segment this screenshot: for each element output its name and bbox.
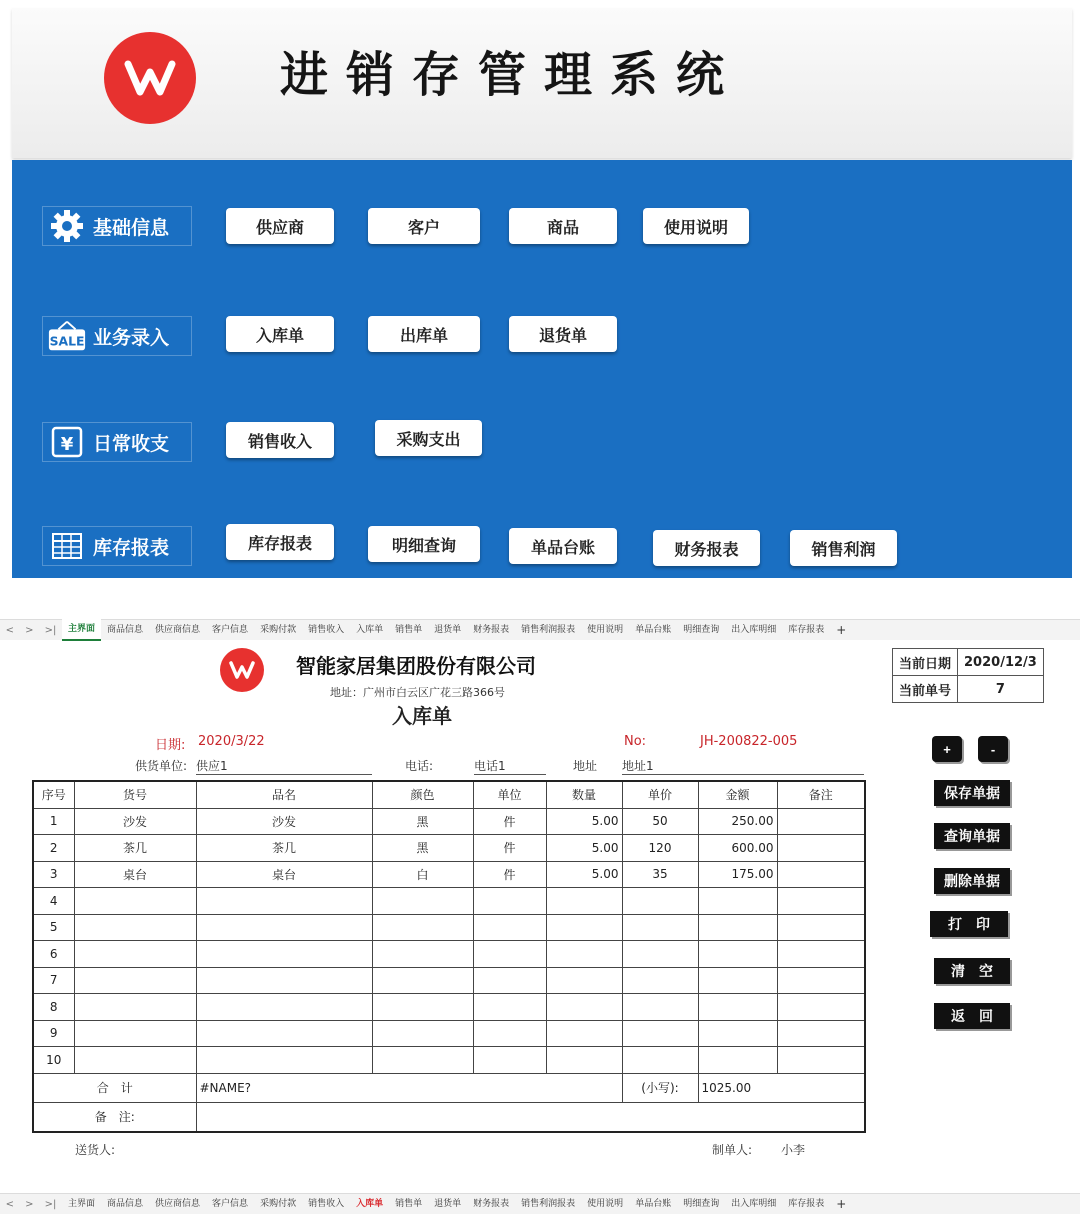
sheet-tab[interactable]: 销售单 — [395, 1199, 423, 1209]
save-document-button[interactable]: 保存单据 — [934, 780, 1010, 806]
sheet-nav-last[interactable]: >| — [44, 1198, 57, 1210]
table-cell[interactable]: 5.00 — [546, 808, 622, 835]
table-cell[interactable] — [546, 914, 622, 941]
sales-profit-button[interactable]: 销售利润 — [790, 530, 897, 566]
table-cell[interactable]: 10 — [33, 1047, 74, 1074]
sheet-tab[interactable]: 明细查询 — [683, 1199, 720, 1209]
table-cell[interactable]: 120 — [622, 835, 698, 862]
table-cell[interactable] — [74, 888, 196, 915]
table-cell[interactable]: 沙发 — [74, 808, 196, 835]
table-cell[interactable]: 件 — [473, 808, 546, 835]
table-cell[interactable] — [196, 967, 372, 994]
sheet-nav-first[interactable]: < — [5, 1198, 14, 1210]
sheet-tab[interactable]: 销售利润报表 — [521, 625, 576, 635]
table-row — [33, 1047, 865, 1074]
table-cell[interactable] — [74, 914, 196, 941]
sheet-nav — [0, 625, 62, 636]
table-row — [33, 888, 865, 915]
table-cell[interactable] — [473, 967, 546, 994]
supplier-button[interactable]: 供应商 — [226, 208, 334, 244]
table-header-row — [33, 781, 865, 808]
table-cell[interactable] — [546, 888, 622, 915]
category-label: 基础信息 — [93, 216, 170, 239]
category-label: 业务录入 — [93, 326, 170, 349]
column-header: 单价 — [622, 781, 698, 808]
table-cell[interactable] — [74, 967, 196, 994]
delete-document-button[interactable]: 删除单据 — [934, 868, 1010, 894]
table-cell[interactable] — [372, 967, 473, 994]
add-sheet-button[interactable]: + — [836, 1197, 847, 1211]
total-value[interactable]: 1025.00 — [698, 1073, 865, 1102]
table-cell[interactable]: 600.00 — [698, 835, 777, 862]
sale-badge-text: SALE — [49, 334, 85, 349]
date-value[interactable]: 2020/3/22 — [198, 734, 265, 749]
add-row-button[interactable]: + — [932, 736, 962, 762]
total-row — [33, 1073, 865, 1102]
table-cell[interactable]: 35 — [622, 861, 698, 888]
yen-icon — [47, 425, 87, 459]
sheet-tab[interactable]: 退货单 — [434, 625, 462, 635]
table-row — [33, 967, 865, 994]
table-cell[interactable] — [622, 914, 698, 941]
table-cell[interactable] — [196, 941, 372, 968]
sheet-tab[interactable]: 入库单 — [356, 1199, 384, 1209]
table-cell[interactable] — [473, 994, 546, 1021]
table-cell[interactable]: 9 — [33, 1020, 74, 1047]
table-cell[interactable] — [473, 888, 546, 915]
print-button[interactable]: 打 印 — [930, 911, 1008, 937]
table-cell[interactable] — [622, 888, 698, 915]
table-row — [33, 808, 865, 835]
table-cell[interactable]: 7 — [33, 967, 74, 994]
total-label: 合 计 — [33, 1073, 196, 1102]
sheet-tab-bar-bottom — [0, 1193, 1080, 1214]
remove-row-button[interactable]: - — [978, 736, 1008, 762]
table-cell[interactable]: 5.00 — [546, 835, 622, 862]
sheet-tab[interactable]: 退货单 — [434, 1199, 462, 1209]
table-cell[interactable] — [698, 994, 777, 1021]
table-cell[interactable] — [74, 941, 196, 968]
no-label: No: — [624, 734, 647, 749]
column-header: 颜色 — [372, 781, 473, 808]
sheet-tab[interactable]: 商品信息 — [107, 625, 144, 635]
column-header: 数量 — [546, 781, 622, 808]
table-cell[interactable] — [622, 967, 698, 994]
addr-label: 地址 — [573, 759, 598, 773]
item-ledger-button[interactable]: 单品台账 — [509, 528, 617, 564]
inbound-button[interactable]: 入库单 — [226, 316, 334, 352]
product-button[interactable]: 商品 — [509, 208, 617, 244]
table-row — [33, 1020, 865, 1047]
sheet-tab[interactable]: 客户信息 — [212, 625, 249, 635]
table-cell[interactable]: 茶几 — [196, 835, 372, 862]
table-cell[interactable] — [777, 888, 865, 915]
table-cell[interactable] — [622, 994, 698, 1021]
table-cell[interactable]: 250.00 — [698, 808, 777, 835]
sale-icon — [47, 319, 87, 353]
category-business-entry — [42, 316, 192, 356]
table-cell[interactable] — [698, 914, 777, 941]
remark-label: 备 注: — [33, 1102, 196, 1132]
company-address: 地址：广州市白云区广花三路366号 — [330, 686, 505, 699]
table-cell[interactable] — [698, 1020, 777, 1047]
table-cell[interactable] — [546, 967, 622, 994]
table-row — [33, 914, 865, 941]
column-header: 序号 — [33, 781, 74, 808]
phone-value[interactable]: 电话1 — [474, 757, 546, 775]
table-cell[interactable]: 5 — [33, 914, 74, 941]
sales-income-button[interactable]: 销售收入 — [226, 422, 334, 458]
sheet-tab[interactable]: 库存报表 — [788, 625, 825, 635]
table-cell[interactable]: 桌台 — [196, 861, 372, 888]
table-cell[interactable] — [777, 941, 865, 968]
table-cell[interactable] — [196, 914, 372, 941]
current-info-box — [892, 648, 1044, 703]
sheet-tab[interactable]: 主界面 — [62, 619, 101, 641]
sheet-tab[interactable]: 使用说明 — [587, 1199, 624, 1209]
table-cell[interactable] — [777, 835, 865, 862]
maker-value[interactable]: 小李 — [781, 1143, 806, 1157]
table-cell[interactable] — [777, 994, 865, 1021]
table-cell[interactable] — [74, 994, 196, 1021]
table-cell[interactable]: 6 — [33, 941, 74, 968]
table-cell[interactable] — [196, 994, 372, 1021]
svg-text:¥: ¥ — [60, 434, 74, 455]
category-basic-info — [42, 206, 192, 246]
table-cell[interactable] — [777, 967, 865, 994]
table-cell[interactable]: 1 — [33, 808, 74, 835]
wps-logo-small — [220, 648, 264, 692]
sheet-tab[interactable]: 库存报表 — [788, 1199, 825, 1209]
table-cell[interactable] — [622, 1047, 698, 1074]
table-cell[interactable] — [473, 1020, 546, 1047]
table-cell[interactable] — [777, 1047, 865, 1074]
table-cell[interactable]: 白 — [372, 861, 473, 888]
table-cell[interactable] — [372, 941, 473, 968]
returns-button[interactable]: 退货单 — [509, 316, 617, 352]
table-cell[interactable] — [74, 1047, 196, 1074]
sheet-nav-prev[interactable]: > — [25, 624, 34, 636]
sheet-tab[interactable]: 入库单 — [356, 625, 384, 635]
add-sheet-button[interactable]: + — [836, 623, 847, 637]
table-cell[interactable]: 50 — [622, 808, 698, 835]
purchase-expense-button[interactable]: 采购支出 — [375, 420, 482, 456]
sheet-tab[interactable]: 采购付款 — [260, 1199, 297, 1209]
table-row — [33, 861, 865, 888]
table-cell[interactable] — [698, 941, 777, 968]
clear-button[interactable]: 清 空 — [934, 958, 1010, 984]
current-date-label: 当前日期 — [893, 649, 958, 676]
remark-value[interactable] — [196, 1102, 865, 1132]
sheet-tab[interactable]: 出入库明细 — [731, 1199, 777, 1209]
deliverer-label: 送货人: — [75, 1143, 116, 1157]
table-cell[interactable]: 黑 — [372, 808, 473, 835]
table-cell[interactable]: 沙发 — [196, 808, 372, 835]
app-title: 进销存管理系统 — [280, 47, 743, 103]
gear-icon — [47, 209, 87, 243]
column-header: 金额 — [698, 781, 777, 808]
category-label: 库存报表 — [93, 536, 170, 559]
table-cell[interactable]: 2 — [33, 835, 74, 862]
wps-logo — [104, 32, 196, 124]
sheet-tab[interactable]: 供应商信息 — [155, 1199, 201, 1209]
sheet-nav — [0, 1199, 62, 1210]
header-bar — [12, 8, 1072, 158]
inbound-items-table — [32, 780, 866, 1133]
sheet-nav-first[interactable]: < — [5, 624, 14, 636]
table-cell[interactable] — [698, 967, 777, 994]
table-icon — [47, 529, 87, 563]
table-cell[interactable] — [372, 1047, 473, 1074]
outbound-button[interactable]: 出库单 — [368, 316, 480, 352]
main-menu-panel — [12, 160, 1072, 578]
no-value[interactable]: JH-200822-005 — [700, 734, 798, 749]
table-cell[interactable] — [546, 941, 622, 968]
table-cell[interactable] — [196, 888, 372, 915]
table-cell[interactable] — [196, 1020, 372, 1047]
table-cell[interactable] — [372, 888, 473, 915]
category-label: 日常收支 — [93, 432, 170, 455]
customer-button[interactable]: 客户 — [368, 208, 480, 244]
table-cell[interactable]: 茶几 — [74, 835, 196, 862]
sheet-tab[interactable]: 财务报表 — [473, 1199, 510, 1209]
table-cell[interactable] — [546, 1047, 622, 1074]
table-cell[interactable]: 黑 — [372, 835, 473, 862]
table-cell[interactable]: 件 — [473, 835, 546, 862]
category-daily-finance — [42, 422, 192, 462]
sheet-nav-last[interactable]: >| — [44, 624, 57, 636]
table-cell[interactable] — [777, 914, 865, 941]
table-cell[interactable] — [473, 914, 546, 941]
table-cell[interactable] — [698, 888, 777, 915]
sheet-tab[interactable]: 供应商信息 — [155, 625, 201, 635]
sheet-tab[interactable]: 主界面 — [68, 1199, 96, 1209]
sheet-tab[interactable]: 商品信息 — [107, 1199, 144, 1209]
query-document-button[interactable]: 查询单据 — [934, 823, 1010, 849]
small-amount-label: (小写): — [622, 1073, 698, 1102]
remark-row — [33, 1102, 865, 1132]
table-cell[interactable] — [473, 1047, 546, 1074]
detail-query-button[interactable]: 明细查询 — [368, 526, 480, 562]
table-cell[interactable] — [372, 994, 473, 1021]
sheet-tab[interactable]: 单品台账 — [635, 1199, 672, 1209]
current-no-value[interactable]: 7 — [958, 676, 1044, 703]
table-cell[interactable]: 桌台 — [74, 861, 196, 888]
table-cell[interactable] — [196, 1047, 372, 1074]
sheet-tab[interactable]: 销售收入 — [308, 1199, 345, 1209]
supplier-value[interactable]: 供应1 — [196, 757, 372, 775]
table-cell[interactable]: 175.00 — [698, 861, 777, 888]
table-cell[interactable] — [372, 1020, 473, 1047]
table-cell[interactable] — [74, 1020, 196, 1047]
column-header: 品名 — [196, 781, 372, 808]
column-header: 单位 — [473, 781, 546, 808]
manual-button[interactable]: 使用说明 — [643, 208, 749, 244]
table-row — [33, 941, 865, 968]
supplier-label: 供货单位: — [135, 759, 188, 773]
table-cell[interactable]: 3 — [33, 861, 74, 888]
sheet-tab-bar-top — [0, 619, 1080, 640]
sheet-tab[interactable]: 出入库明细 — [731, 625, 777, 635]
document-title: 入库单 — [392, 704, 452, 728]
sheet-tab[interactable]: 销售利润报表 — [521, 1199, 576, 1209]
sheet-tab[interactable]: 客户信息 — [212, 1199, 249, 1209]
table-cell[interactable] — [622, 1020, 698, 1047]
maker-label: 制单人: — [712, 1143, 753, 1157]
table-row — [33, 994, 865, 1021]
date-label: 日期: — [155, 738, 186, 753]
sheet-tab[interactable]: 销售收入 — [308, 625, 345, 635]
category-inventory-report — [42, 526, 192, 566]
phone-label: 电话: — [405, 759, 434, 773]
table-cell[interactable]: 5.00 — [546, 861, 622, 888]
inventory-report-button[interactable]: 库存报表 — [226, 524, 334, 560]
addr-value[interactable]: 地址1 — [622, 757, 864, 775]
sheet-tab[interactable]: 使用说明 — [587, 625, 624, 635]
table-cell[interactable] — [546, 994, 622, 1021]
sheet-tab[interactable]: 销售单 — [395, 625, 423, 635]
sheet-tab[interactable]: 明细查询 — [683, 625, 720, 635]
table-cell[interactable] — [777, 808, 865, 835]
financial-report-button[interactable]: 财务报表 — [653, 530, 760, 566]
sheet-tab[interactable]: 采购付款 — [260, 625, 297, 635]
table-cell[interactable] — [622, 941, 698, 968]
back-button[interactable]: 返 回 — [934, 1003, 1010, 1029]
table-cell[interactable] — [546, 1020, 622, 1047]
sheet-nav-prev[interactable]: > — [25, 1198, 34, 1210]
column-header: 备注 — [777, 781, 865, 808]
table-cell[interactable] — [777, 1020, 865, 1047]
current-no-label: 当前单号 — [893, 676, 958, 703]
table-row — [33, 835, 865, 862]
column-header: 货号 — [74, 781, 196, 808]
total-words[interactable]: #NAME? — [196, 1073, 622, 1102]
company-name: 智能家居集团股份有限公司 — [296, 654, 536, 678]
table-cell[interactable] — [473, 941, 546, 968]
table-cell[interactable] — [372, 914, 473, 941]
sheet-tab[interactable]: 单品台账 — [635, 625, 672, 635]
table-cell[interactable]: 8 — [33, 994, 74, 1021]
table-cell[interactable]: 4 — [33, 888, 74, 915]
current-date-value[interactable]: 2020/12/3 — [958, 649, 1044, 676]
table-cell[interactable] — [777, 861, 865, 888]
table-cell[interactable]: 件 — [473, 861, 546, 888]
table-cell[interactable] — [698, 1047, 777, 1074]
sheet-tab[interactable]: 财务报表 — [473, 625, 510, 635]
